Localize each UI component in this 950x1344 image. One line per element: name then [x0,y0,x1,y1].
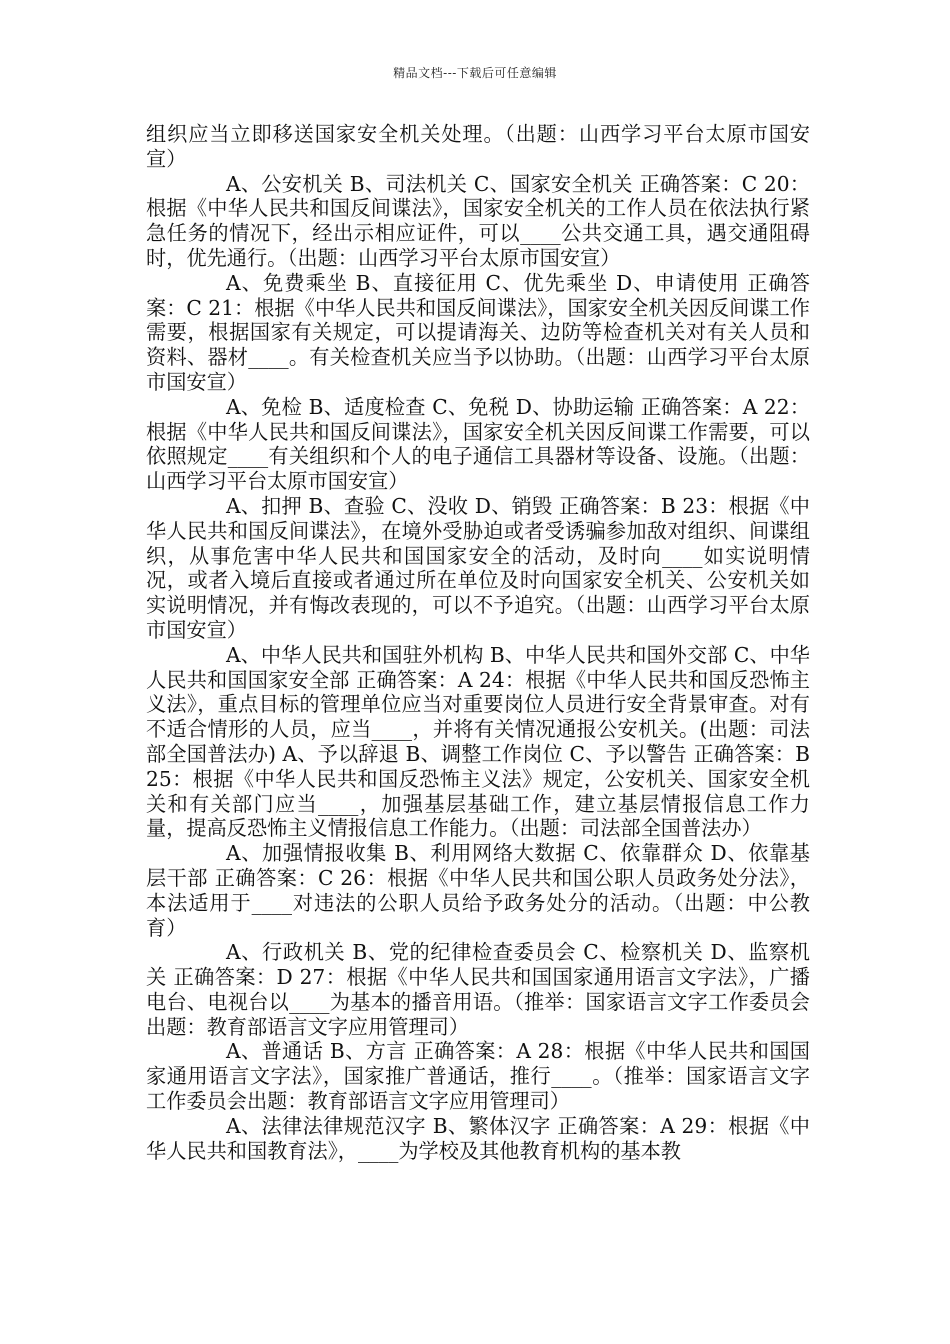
paragraph: A、法律法律规范汉字 B、繁体汉字 正确答案：A 29：根据《中华人民共和国教育法》，____为学校及其他教育机构的基本教 [146,1113,810,1163]
paragraph: 组织应当立即移送国家安全机关处理。（出题：山西学习平台太原市国安宣） [146,122,810,171]
page-header: 精品文档---下载后可任意编辑 [393,66,557,80]
paragraph: A、加强情报收集 B、利用网络大数据 C、依靠群众 D、依靠基层干部 正确答案：C 26：根据《中华人民共和国公职人员政务处分法》，本法适用于____对违法的公职人员给予政务处分的活动。（出题：中公教育） [146,841,810,940]
paragraph: A、普通话 B、方言 正确答案：A 28：根据《中华人民共和国国家通用语言文字法》，国家推广普通话，推行____。（推举：国家语言文字工作委员会出题：教育部语言文字应用管理司） [146,1039,810,1114]
paragraph: A、免检 B、适度检查 C、免税 D、协助运输 正确答案：A 22：根据《中华人民共和国反间谍法》，国家安全机关因反间谍工作需要，可以依照规定____有关组织和个人的电子通信工具器材等设备、设施。（出题：山西学习平台太原市国安宣） [146,394,810,494]
document-body [146,122,810,1163]
paragraph: A、中华人民共和国驻外机构 B、中华人民共和国外交部 C、中华人民共和国国家安全部 正确答案：A 24：根据《中华人民共和国反恐怖主义法》，重点目标的管理单位应当对重要岗位人员进行安全背景审查。对有不适合情形的人员，应当____，并将有关情况通报公安机关。(出题：司法部全国普法办) A、予以辞退 B、调整工作岗位 C、予以警告 正确答案：B 25：根据《中华人民共和国反恐怖主义法》规定，公安机关、国家安全机关和有关部门应当____，加强基层基础工作，建立基层情报信息工作力量，提高反恐怖主义情报信息工作能力。（出题：司法部全国普法办） [146,642,810,841]
paragraph: A、免费乘坐 B、直接征用 C、优先乘坐 D、申请使用 正确答案：C 21：根据《中华人民共和国反间谍法》，国家安全机关因反间谍工作需要，根据国家有关规定，可以提请海关、边防等检查机关对有关人员和资料、器材____。有关检查机关应当予以协助。（出题：山西学习平台太原市国安宣） [146,270,810,394]
paragraph: A、行政机关 B、党的纪律检查委员会 C、检察机关 D、监察机关 正确答案：D 27：根据《中华人民共和国国家通用语言文字法》，广播电台、电视台以____为基本的播音用语。（推举：国家语言文字工作委员会出题：教育部语言文字应用管理司） [146,940,810,1039]
paragraph: A、扣押 B、查验 C、没收 D、销毁 正确答案：B 23：根据《中华人民共和国反间谍法》，在境外受胁迫或者受诱骗参加敌对组织、间谍组织，从事危害中华人民共和国国家安全的活动，及时向____如实说明情况，或者入境后直接或者通过所在单位及时向国家安全机关、公安机关如实说明情况，并有悔改表现的，可以不予追究。（出题：山西学习平台太原市国安宣） [146,493,810,642]
paragraph: A、公安机关 B、司法机关 C、国家安全机关 正确答案：C 20：根据《中华人民共和国反间谍法》，国家安全机关的工作人员在依法执行紧急任务的情况下，经出示相应证件，可以____公共交通工具，遇交通阻碍时，优先通行。（出题：山西学习平台太原市国安宣） [146,171,810,270]
